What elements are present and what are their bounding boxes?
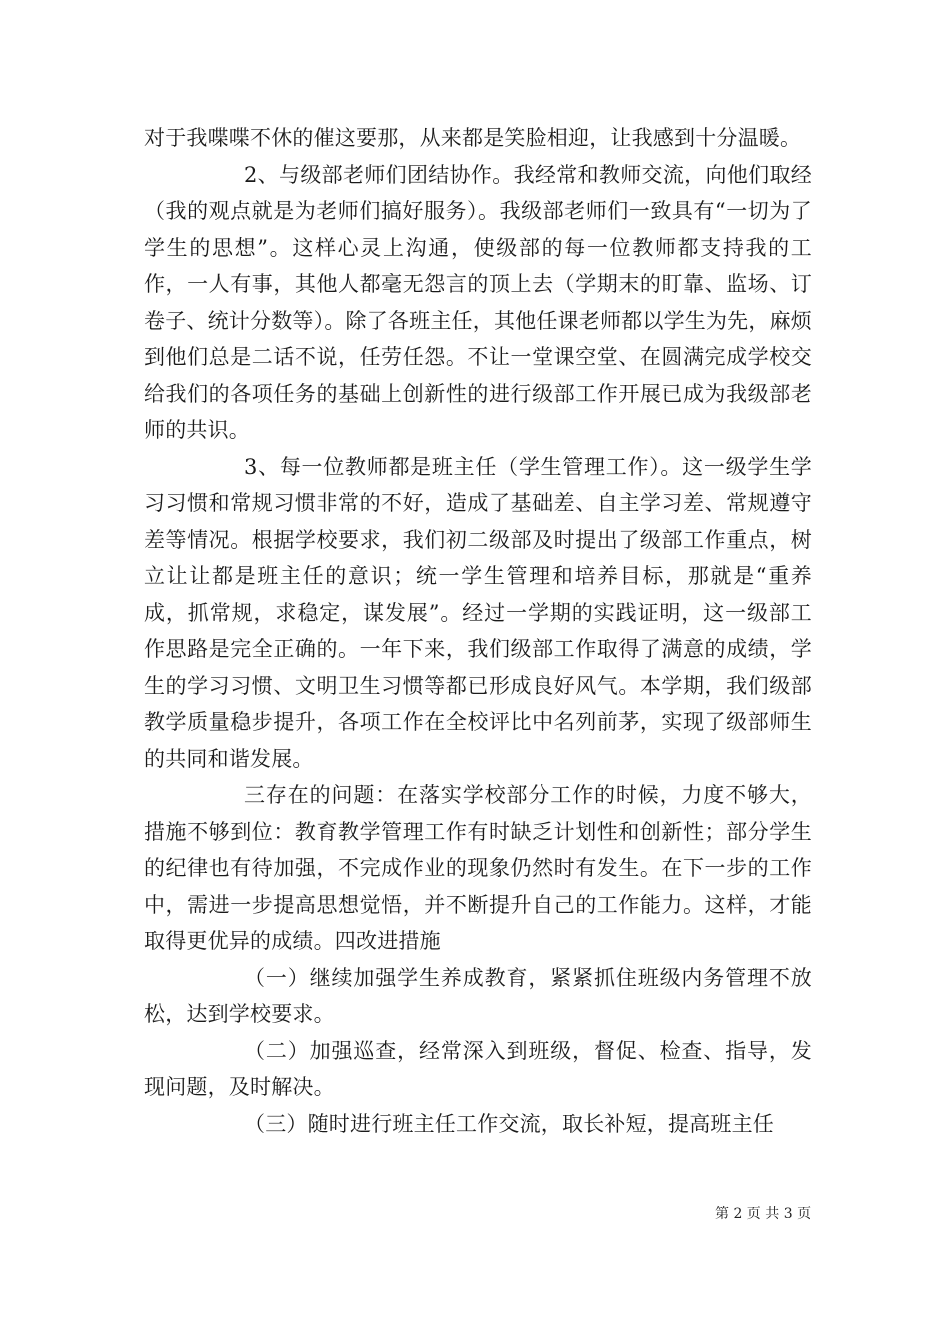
paragraph-class-teacher: 3、每一位教师都是班主任（学生管理工作）。这一级学生学习习惯和常规习惯非常的不好，造成了基础差、自主学习差、常规遵守差等情况。根据学校要求，我们初二级部及时提出了级部工作重点，树立让让都是班主任的意识；统一学生管理和培养目标，那就是“重养成，抓常规，求稳定，谋发展”。经过一学期的实践证明，这一级部工作思路是完全正确的。一年下来，我们级部工作取得了满意的成绩，学生的学习习惯、文明卫生习惯等都已形成良好风气。本学期，我们级部教学质量稳步提升，各项工作在全校评比中名列前茅，实现了级部师生的共同和谐发展。 <box>144 454 812 771</box>
document-body <box>144 120 812 1142</box>
paragraph-measure-2: （二）加强巡查，经常深入到班级，督促、检查、指导，发现问题，及时解决。 <box>144 1038 812 1099</box>
paragraph-measure-3: （三）随时进行班主任工作交流，取长补短，提高班主任 <box>244 1111 774 1136</box>
paragraph-continuation: 对于我喋喋不休的催这要那，从来都是笑脸相迎，让我感到十分温暖。 <box>144 126 802 150</box>
paragraph-teamwork: 2、与级部老师们团结协作。我经常和教师交流，向他们取经（我的观点就是为老师们搞好服务）。我级部老师们一致具有“一切为了学生的思想”。这样心灵上沟通，使级部的每一位教师都支持我的工作，一人有事，其他人都毫无怨言的顶上去（学期末的盯靠、监场、订卷子、统计分数等）。除了各班主任，其他任课老师都以学生为先，麻烦到他们总是二话不说，任劳任怨。不让一堂课空堂、在圆满完成学校交给我们的各项任务的基础上创新性的进行级部工作开展已成为我级部老师的共识。 <box>144 162 812 442</box>
paragraph-problems: 三存在的问题：在落实学校部分工作的时候，力度不够大，措施不够到位：教育教学管理工作有时缺乏计划性和创新性；部分学生的纪律也有待加强，不完成作业的现象仍然时有发生。在下一步的工作中，需进一步提高思想觉悟，并不断提升自己的工作能力。这样，才能取得更优异的成绩。四改进措施 <box>144 783 812 953</box>
paragraph-measure-1: （一）继续加强学生养成教育，紧紧抓住班级内务管理不放松，达到学校要求。 <box>144 965 812 1026</box>
page-number-footer: 第 2 页 共 3 页 <box>715 1206 812 1222</box>
